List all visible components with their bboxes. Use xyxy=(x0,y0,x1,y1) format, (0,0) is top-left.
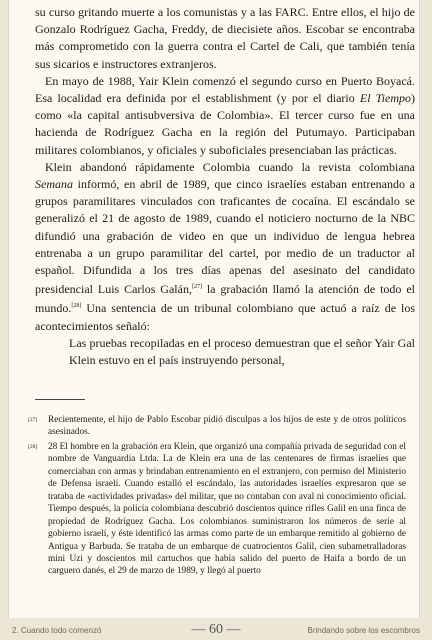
footnote-text: Recientemente, el hijo de Pablo Escobar pidió disculpas a los hijos de este y de otros políticos asesinados. xyxy=(48,415,406,438)
footnote-text: 28 El hombre en la grabación era Klein, que organizó una compañía privada de seguridad con el nombre de Vanguardia Ltda. La de Klein era una de las centenares de firmas israelíes que comerciaban con armas y brindaban entrenamiento en el extranjero, con permiso del Ministerio de Defensa israelí. Cuando estalló el escándalo, las autoridades israelíes expresaron que se trataba de «actividades privadas» del militar, que no contaban con aval ni conocimiento oficial. Tiempo después, la policía colombiana descubrió doscientos quince rifles Galil en una finca de propiedad de Rodríguez Gacha. Los colombianos suministraron los números de serie al gobierno israelí, y éste identificó las armas como parte de un embarque remitido al gobierno de Antigua y Barbuda. Se trataba de un embarque de cuatrocientos Galil, cien subametralladoras mini Uzi y doscientos mil cartuchos que había salido del puerto de Haifa a bordo de un carguero danés, el 29 de marzo de 1989, y llegó al puerto xyxy=(48,441,406,577)
paragraph-3-text-d: Una sentencia de un tribunal colombiano que actuó a raíz de los acontecimientos señaló: xyxy=(35,301,415,333)
footnote-27 xyxy=(26,414,406,439)
paragraph-2 xyxy=(35,73,415,159)
newspaper-title: El Tiempo xyxy=(359,91,411,106)
chapter-title: 2. Cuando todo comenzó xyxy=(12,626,102,635)
block-quote: Las pruebas recopiladas en el proceso demuestran que el señor Yair Gal Klein estuvo en el país instruyendo personal, xyxy=(69,335,415,368)
main-text xyxy=(35,4,415,369)
footnote-ref-28[interactable]: [28] xyxy=(71,303,82,310)
page-footer xyxy=(0,620,432,640)
magazine-title: Semana xyxy=(35,177,73,192)
book-title: Brindando sobre los escombros xyxy=(307,626,420,635)
paragraph-3 xyxy=(35,159,415,335)
paragraph-1: su curso gritando muerte a los comunistas y a las FARC. Entre ellos, el hijo de Gonzalo Rodríguez Gacha, Freddy, de diecisiete años. Escobar se encontraba más comprometido con la guerra contra el Cartel de Cali, que también tenía sus sicarios e instructores extranjeros. xyxy=(35,5,415,71)
footnote-ref-27[interactable]: [27] xyxy=(191,284,202,291)
page-number: — 60 — xyxy=(191,622,241,637)
footnotes xyxy=(26,414,406,580)
paragraph-3-text-c: la grabación llamó la atención de todo el mundo. xyxy=(35,282,415,316)
paragraph-3-text-a: Klein abandonó rápidamente Colombia cuando la revista colombiana xyxy=(45,159,415,174)
paragraph-3-text-b: informó, en abril de 1989, que cinco israelíes estaban entrenando a grupos paramilitares vinculados con traficantes de cocaína. El escándalo se generalizó el 21 de agosto de 1989, cuando el noticiero nocturno de la NBC difundió una grabación de video en que un individuo de lengua hebrea entrenaba a un grupo paramilitar del cartel, por medio de un traductor al español. Difundida a los tres días apenas del asesinato del candidato presidencial Luis Carlos Galán, xyxy=(35,177,415,297)
paragraph-2-text-a: En mayo de 1988, Yair Klein comenzó el segundo curso en Puerto Boyacá. Esa localidad era definida por el establishment (y por el diario xyxy=(35,73,415,106)
paragraph-2-text-b: ) como «la capital antisubversiva de Colombia». El tercer curso fue en una hacienda de Rodríguez Gacha en la región del Putumayo. Participaban militares colombianos, y oficiales y suboficiales presenciaban las prácticas. xyxy=(35,91,415,157)
footnote-divider xyxy=(35,399,85,400)
footnote-number: [27] xyxy=(28,417,38,423)
footnote-number: [28] xyxy=(28,443,38,450)
footnote-28 xyxy=(26,441,406,578)
